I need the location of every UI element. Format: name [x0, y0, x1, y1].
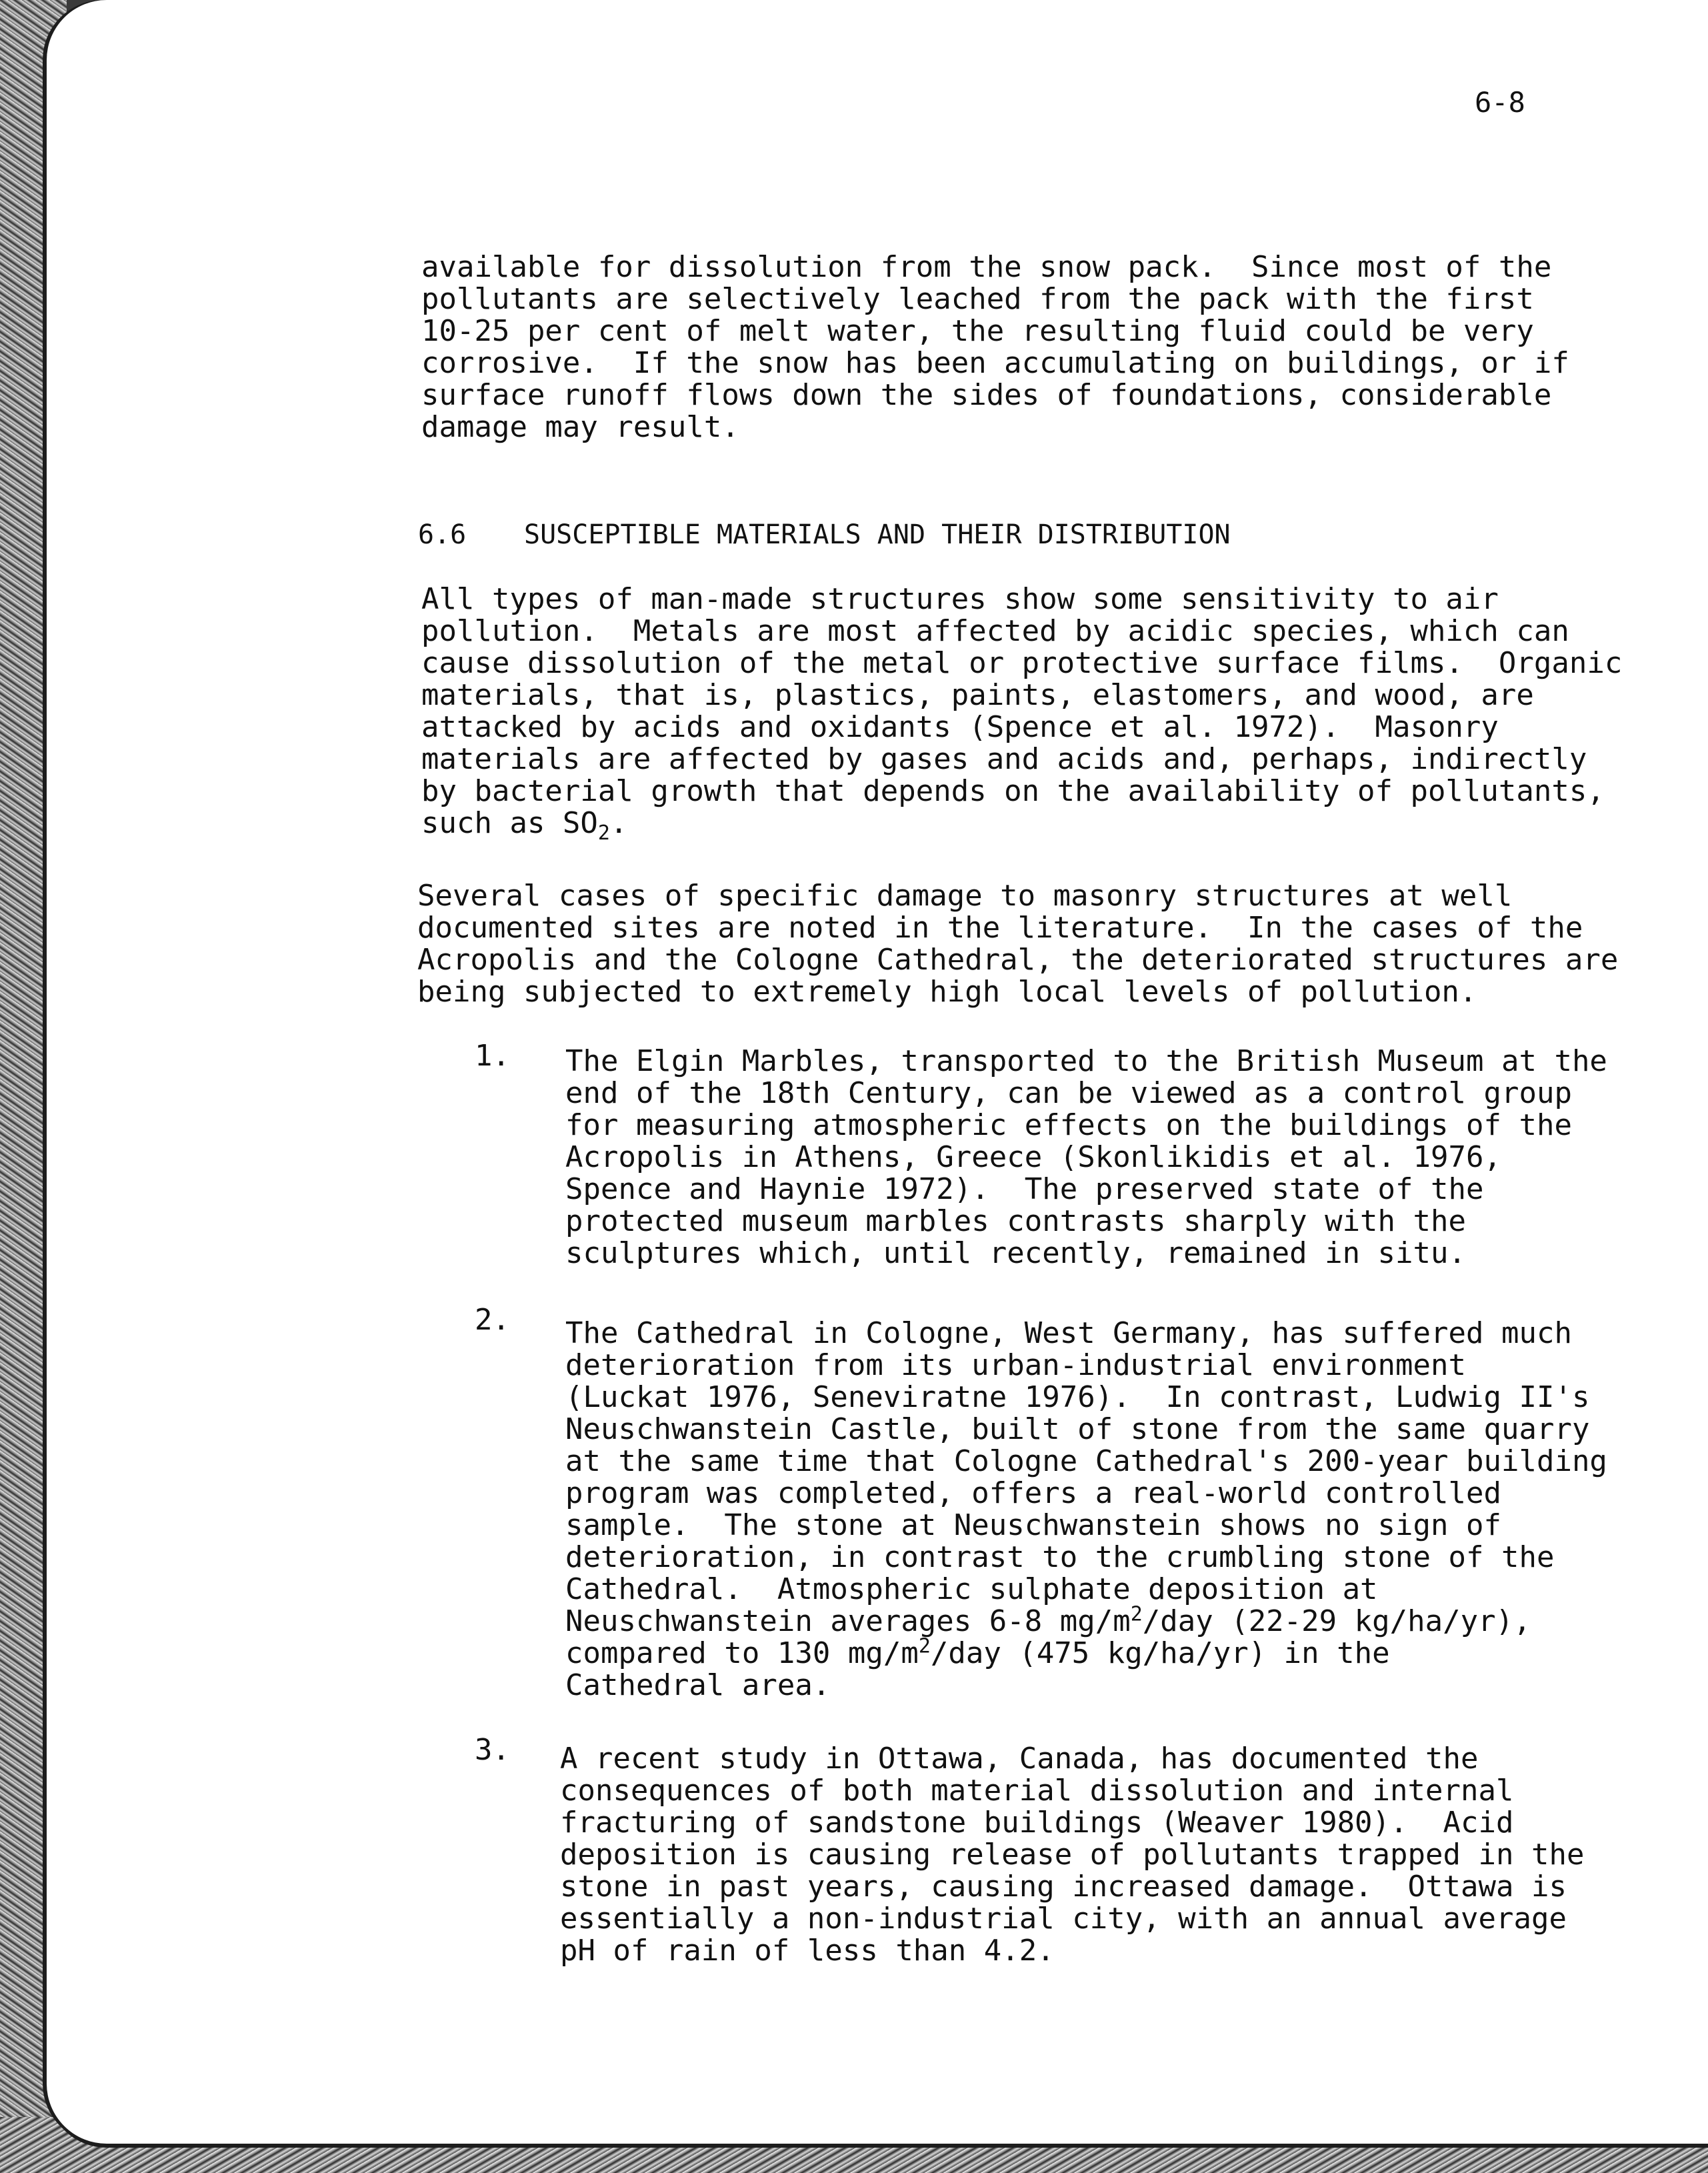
paragraph-snow-pack: available for dissolution from the snow pack. Since most of the pollutants are selectively leached from the pack with the first 10-25 per cent of melt water, the resulting fluid could be very corrosive. If the snow has been accumulating on buildings, or if surface runoff flows down the sides of foundations, considerable damage may result.	[421, 250, 1569, 444]
paragraph-sensitivity-end: .	[609, 806, 628, 840]
list-item-2-text-a: The Cathedral in Cologne, West Germany, has suffered much deterioration from its urban-industrial environment (Luckat 1976, Seneviratne 1976). In contrast, Ludwig II's Neuschwanstein Castle, built of stone from the same quarry at the same time that Cologne Cathedral's 200-year building program was completed, offers a real-world controlled sample. The stone at Neuschwanstein shows no sign of deterioration, in contrast to the crumbling stone of the Cathedral. Atmospheric sulphate deposition at Neuschwanstein averages 6-8 mg/m	[565, 1316, 1607, 1638]
list-item-2-text-c: /day (475 kg/ha/yr) in the Cathedral area.	[565, 1636, 1390, 1702]
paragraph-sensitivity-text: All types of man-made structures show some sensitivity to air pollution. Metals are most affected by acidic species, which can cause dissolution of the metal or protective surface films. Organic materials, that is, plastics, paints, elastomers, and wood, are attacked by acids and oxidants (Spence et al. 1972). Masonry materials are affected by gases and acids and, perhaps, indirectly by bacterial growth that depends on the availability of pollutants, such as SO	[421, 582, 1623, 840]
so2-subscript: 2	[597, 821, 610, 845]
section-number: 6.6	[418, 519, 467, 550]
list-item-elgin-marbles: The Elgin Marbles, transported to the British Museum at the end of the 18th Century, can be viewed as a control group for measuring atmospheric effects on the buildings of the Acropolis in Athens, Greece (Skonlikidis et al. 1976, Spence and Haynie 1972). The preserved state of the protected museum marbles contrasts sharply with the sculptures which, until recently, remained in situ.	[565, 1044, 1607, 1270]
list-item-cologne-cathedral	[565, 1318, 1607, 1702]
squared-superscript-2: 2	[918, 1634, 931, 1658]
list-item-2-text-b: /day (22-29 kg/ha/yr), compared to 130 mg/m	[565, 1604, 1531, 1670]
list-marker-1: 1.	[475, 1039, 510, 1073]
section-title: SUSCEPTIBLE MATERIALS AND THEIR DISTRIBUTION	[524, 519, 1231, 550]
paragraph-cases-intro: Several cases of specific damage to masonry structures at well documented sites are noted in the literature. In the cases of the Acropolis and the Cologne Cathedral, the deteriorated structures are being subjected to extremely high local levels of pollution.	[417, 879, 1619, 1009]
page-number: 6-8	[1475, 86, 1525, 119]
squared-superscript-1: 2	[1130, 1602, 1143, 1626]
list-marker-2: 2.	[475, 1303, 510, 1337]
paragraph-sensitivity	[421, 582, 1623, 845]
list-marker-3: 3.	[475, 1733, 510, 1767]
list-item-ottawa-study: A recent study in Ottawa, Canada, has documented the consequences of both material dissolution and internal fracturing of sandstone buildings (Weaver 1980). Acid deposition is causing release of pollutants trapped in the stone in past years, causing increased damage. Ottawa is essentially a non-industrial city, with an annual average pH of rain of less than 4.2.	[560, 1742, 1585, 1968]
